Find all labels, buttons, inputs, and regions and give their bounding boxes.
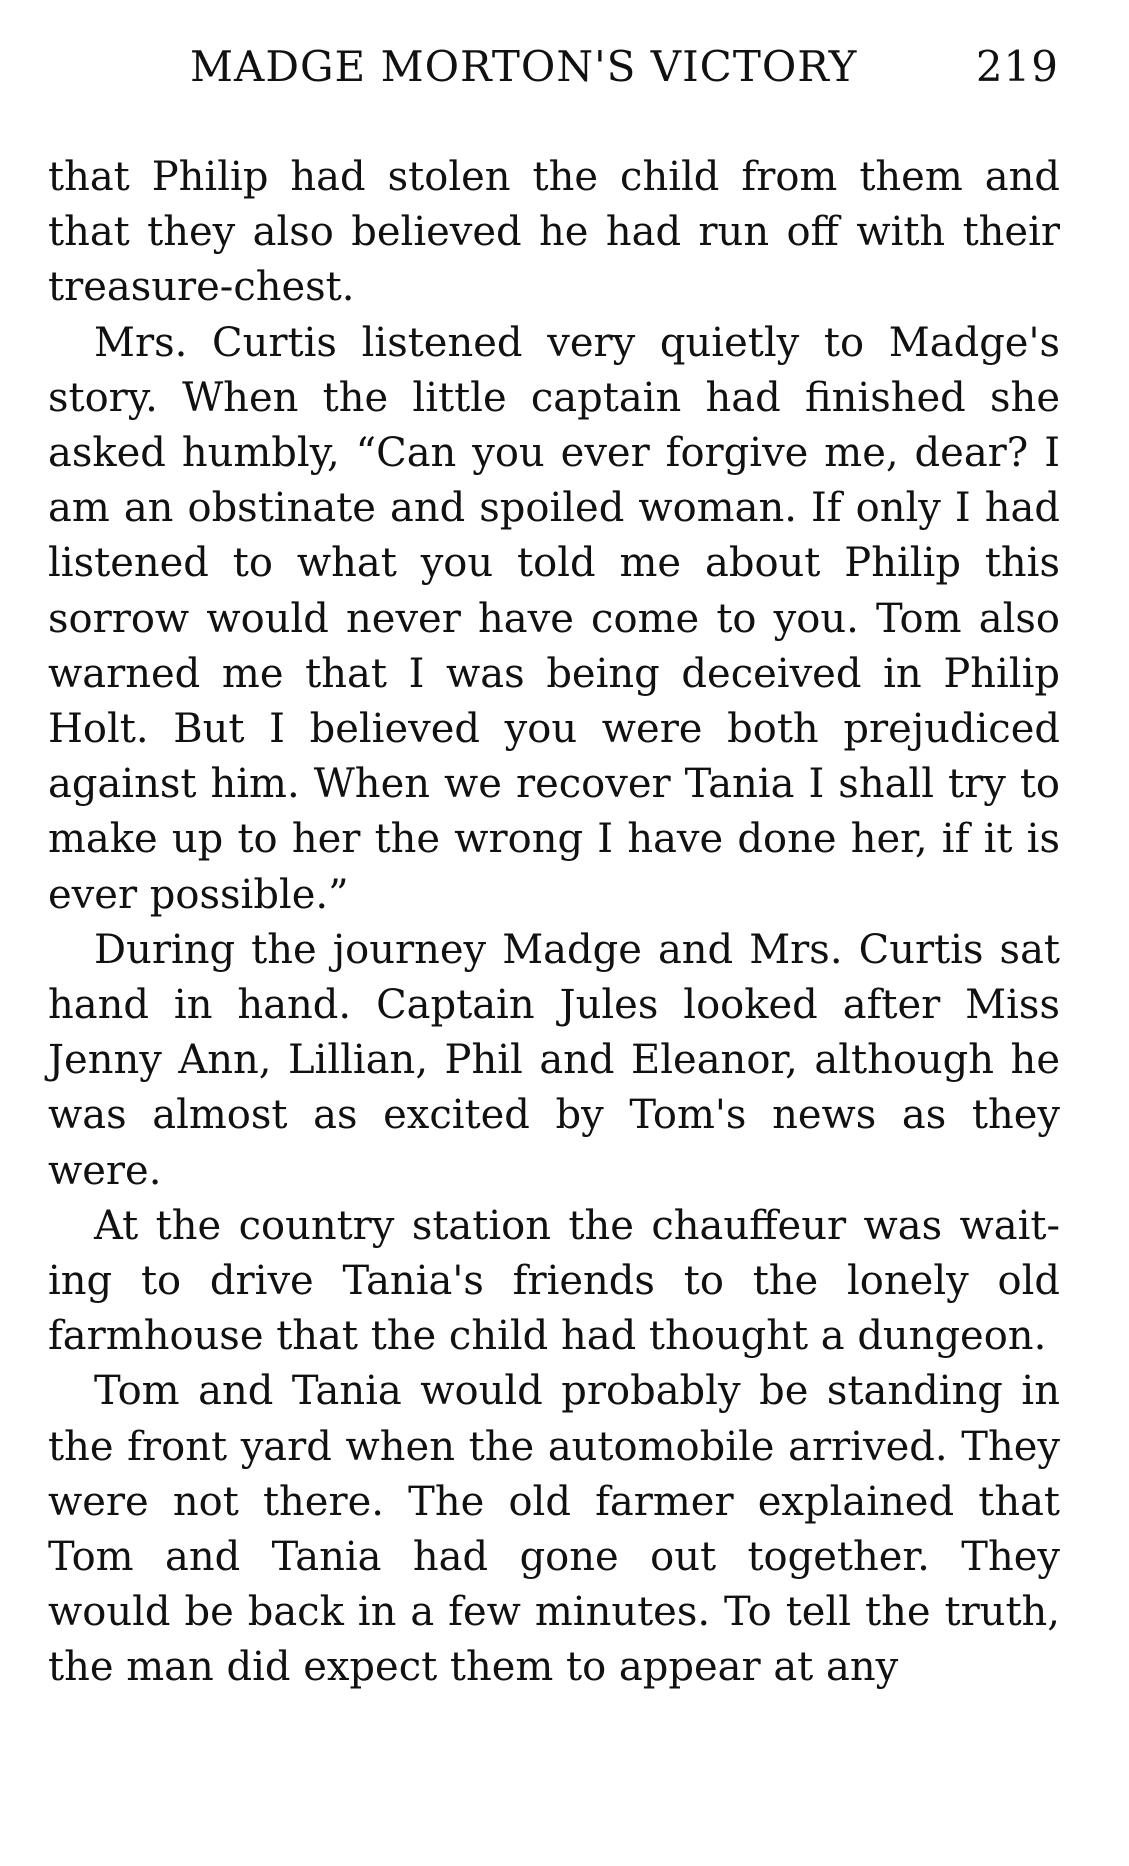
paragraph-arrival: Tom and Tania would probably be standing in the front yard when the automobile arrived. They were not there. The old farmer explained that Tom and Tania had gone out together. They would be back in a few minutes. To tell the truth, the man did expect them to appear at any bbox=[48, 1368, 1060, 1691]
body-text bbox=[48, 150, 1060, 1696]
running-head bbox=[50, 42, 1059, 102]
paragraph-mrs-curtis-apology: Mrs. Curtis listened very quietly to Madge's story. When the little captain had finished she asked humbly, “Can you ever forgive me, dear? I am an obstinate and spoiled woman. If only I had listened to what you told me about Philip this sorrow would never have come to you. Tom also warned me that I was being deceived in Philip Holt. But I believed you were both prejudiced against him. When we recover Tania I shall try to make up to her the wrong I have done her, if it is ever possible.” bbox=[48, 319, 1060, 918]
paragraph-country-station: At the country station the chauffeur was waiting to drive Tania's friends to the lonely old farmhouse that the child had thought a dungeon. bbox=[48, 1202, 1060, 1360]
page-number: 219 bbox=[975, 42, 1059, 91]
running-title: MADGE MORTON'S VICTORY bbox=[190, 42, 858, 91]
paragraph-continued: that Philip had stolen the child from them and that they also believed he had run off with their treasure-chest. bbox=[48, 154, 1060, 311]
paragraph-journey: During the journey Madge and Mrs. Curtis sat hand in hand. Captain Jules looked after Miss Jenny Ann, Lillian, Phil and Eleanor, although he was almost as excited by Tom's news as they were. bbox=[48, 926, 1060, 1194]
